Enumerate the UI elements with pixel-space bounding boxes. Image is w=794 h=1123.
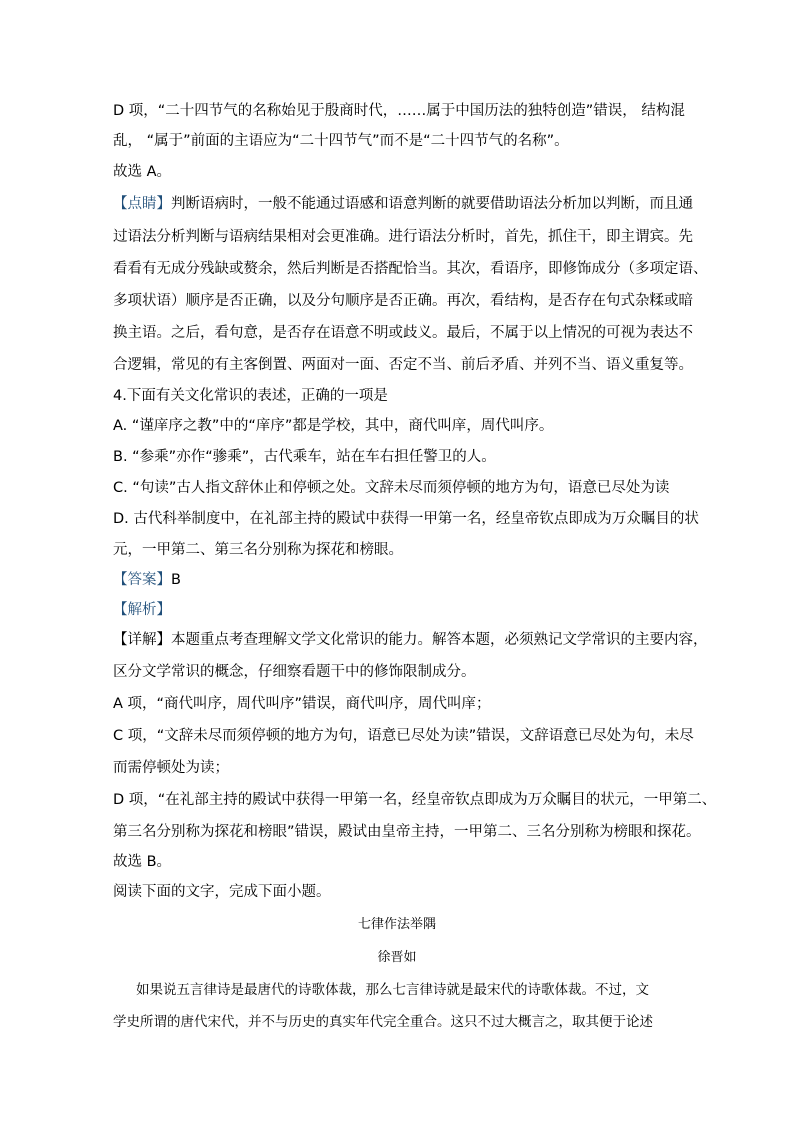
text-line: A 项，“商代叫序，周代叫序”错误，商代叫序，周代叫庠； [113,696,491,712]
option-c: C. “句读”古人指文辞休止和停顿之处。文辞未尽而须停顿的地方为句，语意已尽处为读 [113,480,670,496]
analysis-tag: 【解析】 [113,602,171,618]
text-line: 元，一甲第二、第三名分别称为探花和榜眼。 [113,542,403,558]
tip-text: 判断语病时，一般不能通过语感和语意判断的就要借助语法分析加以判断，而且通 [171,196,693,212]
text-line: 阅读下面的文字，完成下面小题。 [113,884,331,900]
text-line: D 项，“二十四节气的名称始见于殷商时代，……属于中国历法的独特创造”错误， 结构混 [113,103,685,119]
text-line: 第三名分别称为探花和榜眼”错误，殿试由皇帝主持，一甲第二、三名分别称为榜眼和探花。 [113,824,701,840]
answer-line [113,570,181,590]
detail-line [113,630,708,650]
text-line: 换主语。之后，看句意，是否存在语意不明或歧义。最后，不属于以上情况的可视为表达不 [113,325,693,341]
article-title: 七律作法举隅 [357,917,436,932]
question-stem: 4.下面有关文化常识的表述，正确的一项是 [113,388,388,404]
text-line: 乱， “属于”前面的主语应为“二十四节气”而不是“二十四节气的名称”。 [113,133,569,149]
detail-tag: 【详解】 [113,632,171,648]
text-line: 过语法分析判断与语病结果相对会更准确。进行语法分析时，首先，抓住干，即主谓宾。先 [113,229,693,245]
article-author: 徐晋如 [377,950,417,965]
text-line: 故选 B。 [113,854,172,870]
text-line: 多项状语）顺序是否正确，以及分句顺序是否正确。再次，看结构，是否存在句式杂糅或暗 [113,293,693,309]
analysis-line [113,600,171,620]
article-paragraph: 学史所谓的唐代宋代，并不与历史的真实年代完全重合。这只不过大概言之，取其便于论述 [113,1014,653,1030]
answer-tag: 【答案】 [113,572,171,588]
text-line: 区分文学常识的概念，仔细察看题干中的修饰限制成分。 [113,664,476,680]
option-b: B. “参乘”亦作“骖乘”，古代乘车，站在车右担任警卫的人。 [113,449,496,465]
text-line: 看看有无成分残缺或赘余，然后判断是否搭配恰当。其次，看语序，即修饰成分（多项定语、 [113,261,708,277]
article-paragraph: 如果说五言律诗是最唐代的诗歌体裁，那么七言律诗就是最宋代的诗歌体裁。不过，文 [136,982,649,998]
text-line: C 项，“文辞未尽而须停顿的地方为句，语意已尽处为读”错误，文辞语意已尽处为句，未尽 [113,728,694,744]
tip-tag: 【点睛】 [113,196,171,212]
text-line: 而需停顿处为读； [113,760,229,776]
text-line: D 项，“在礼部主持的殿试中获得一甲第一名，经皇帝钦点即成为万众瞩目的状元，一甲第二、 [113,792,717,808]
text-line: 故选 A。 [113,164,172,180]
text-line [113,194,693,214]
option-a: A. “谨庠序之教”中的“庠序”都是学校，其中，商代叫庠，周代叫序。 [113,418,554,434]
detail-text: 本题重点考查理解文学文化常识的能力。解答本题，必须熟记文学常识的主要内容， [171,632,708,648]
answer-value: B [171,572,181,588]
text-line: 合逻辑，常见的有主客倒置、两面对一面、否定不当、前后矛盾、并列不当、语义重复等。 [113,357,693,373]
option-d: D. 古代科举制度中，在礼部主持的殿试中获得一甲第一名，经皇帝钦点即成为万众瞩目的状 [113,511,699,527]
